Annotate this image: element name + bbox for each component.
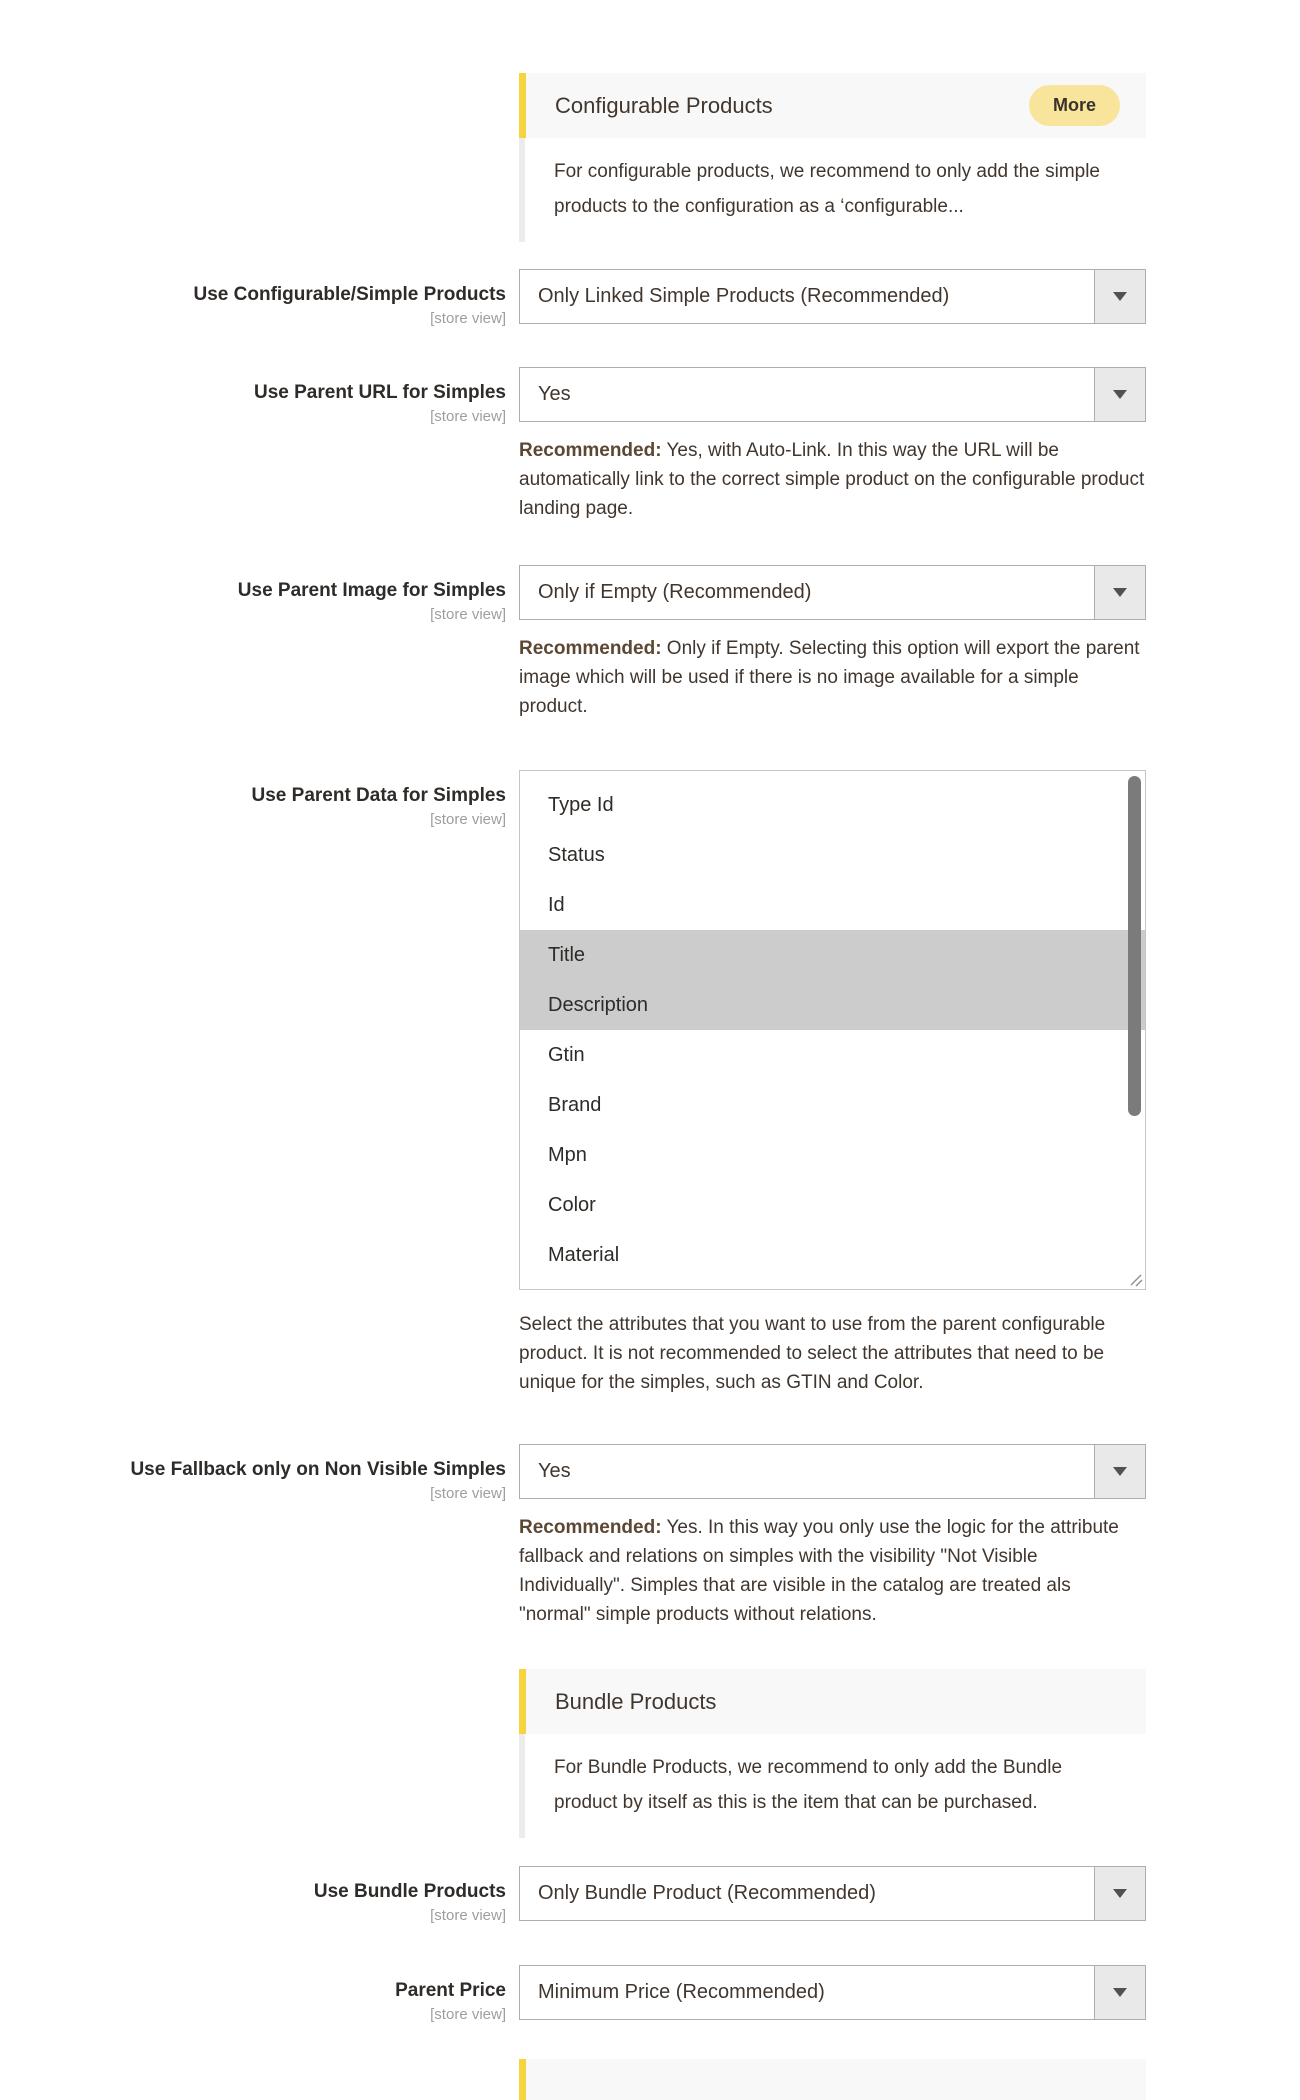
field-note: Select the attributes that you want to use from the parent configurable product. It is not recommended to select the attributes that need to be unique for the simples, such as GTIN and Color. [519,1314,1106,1393]
select-value: Only Bundle Product (Recommended) [538,1882,876,1904]
note-strong: Recommended: [519,638,662,659]
field-row-use-parent-url [0,367,1300,523]
field-label: Use Parent Data for Simples [251,785,506,806]
dropdown-arrow-icon[interactable] [1094,1867,1145,1920]
next-section-header [519,2059,1146,2100]
select-value: Yes [538,1460,571,1482]
dropdown-arrow-icon[interactable] [1094,270,1145,323]
field-scope: [store view] [430,1907,506,1924]
note-strong: Recommended: [519,440,662,461]
field-label-col [0,770,506,1397]
select-value: Minimum Price (Recommended) [538,1981,825,2003]
dropdown-arrow-icon[interactable] [1094,1966,1145,2019]
dropdown-arrow-icon[interactable] [1094,566,1145,619]
field-label: Use Parent Image for Simples [237,580,506,601]
field-scope: [store view] [430,310,506,327]
multiselect-option[interactable]: Color [548,1194,596,1216]
section-title: Bundle Products [555,1688,717,1714]
multiselect-option[interactable]: Status [548,844,605,866]
field-row-use-fallback [0,1444,1300,1629]
field-label: Use Parent URL for Simples [253,382,506,403]
bundle-products-section-header [519,1669,1146,1734]
field-label: Use Fallback only on Non Visible Simples [130,1459,506,1480]
multiselect-option[interactable]: Mpn [548,1144,587,1166]
bundle-section-comment: For Bundle Products, we recommend to only add the Bundle product by itself as this is the item that can be purchased. [519,1734,1146,1838]
use-parent-data-multiselect[interactable] [519,770,1146,1290]
field-label-col [0,565,506,721]
multiselect-option[interactable]: Gtin [548,1044,585,1066]
field-scope: [store view] [430,2006,506,2023]
use-bundle-products-select[interactable] [519,1866,1146,1921]
multiselect-option-selected[interactable]: Description [520,980,1145,1030]
section-title: Configurable Products [555,92,773,118]
use-parent-image-select[interactable] [519,565,1146,620]
select-value: Only if Empty (Recommended) [538,581,812,603]
field-label-col [0,1866,506,1924]
field-scope: [store view] [430,408,506,425]
note-text: Yes. In this way you only use the logic for the attribute fallback and relations on simples with the visibility "Not Visible Individually". Simples that are visible in the catalog are treated als "normal" simple products without relations. [519,1517,1119,1625]
multiselect-option[interactable]: Type Id [548,794,614,816]
resize-handle-icon[interactable] [1129,1273,1143,1287]
configurable-products-section-header [519,73,1146,138]
field-note [519,1513,1146,1629]
note-text: Yes, with Auto-Link. In this way the URL will be automatically link to the correct simple product on the configurable product landing page. [519,440,1145,519]
field-label-col [0,1444,506,1629]
select-value: Yes [538,383,571,405]
note-strong: Recommended: [519,1517,662,1538]
field-row-use-bundle-products [0,1866,1300,1924]
field-note [519,436,1146,523]
select-value: Only Linked Simple Products (Recommended) [538,285,950,307]
multiselect-option-selected[interactable]: Title [520,930,1145,980]
field-label: Parent Price [395,1980,506,2001]
field-row-parent-price [0,1965,1300,2023]
field-label-col [0,367,506,523]
multiselect-option[interactable]: Brand [548,1094,602,1116]
note-text: Only if Empty. Selecting this option will export the parent image which will be used if there is no image available for a simple product. [519,638,1140,717]
more-button[interactable]: More [1029,85,1120,126]
field-label-col [0,269,506,327]
field-note [519,634,1146,721]
dropdown-arrow-icon[interactable] [1094,1445,1145,1498]
field-label: Use Configurable/Simple Products [193,284,506,305]
field-label-col [0,1965,506,2023]
field-scope: [store view] [430,811,506,828]
field-scope: [store view] [430,1485,506,1502]
field-row-use-parent-data [0,770,1300,1397]
dropdown-arrow-icon[interactable] [1094,368,1145,421]
field-label: Use Bundle Products [313,1881,506,1902]
multiselect-option[interactable]: Material [548,1244,620,1266]
multiselect-option[interactable]: Id [548,894,565,916]
field-scope: [store view] [430,606,506,623]
use-configurable-simple-products-select[interactable] [519,269,1146,324]
field-row-use-configurable-simple-products [0,269,1300,327]
field-row-use-parent-image [0,565,1300,721]
use-parent-url-select[interactable] [519,367,1146,422]
configurable-section-comment: For configurable products, we recommend to only add the simple products to the configuration as a ‘configurable... [519,138,1146,242]
parent-price-select[interactable] [519,1965,1146,2020]
scrollbar-thumb[interactable] [1128,776,1141,1116]
use-fallback-select[interactable] [519,1444,1146,1499]
